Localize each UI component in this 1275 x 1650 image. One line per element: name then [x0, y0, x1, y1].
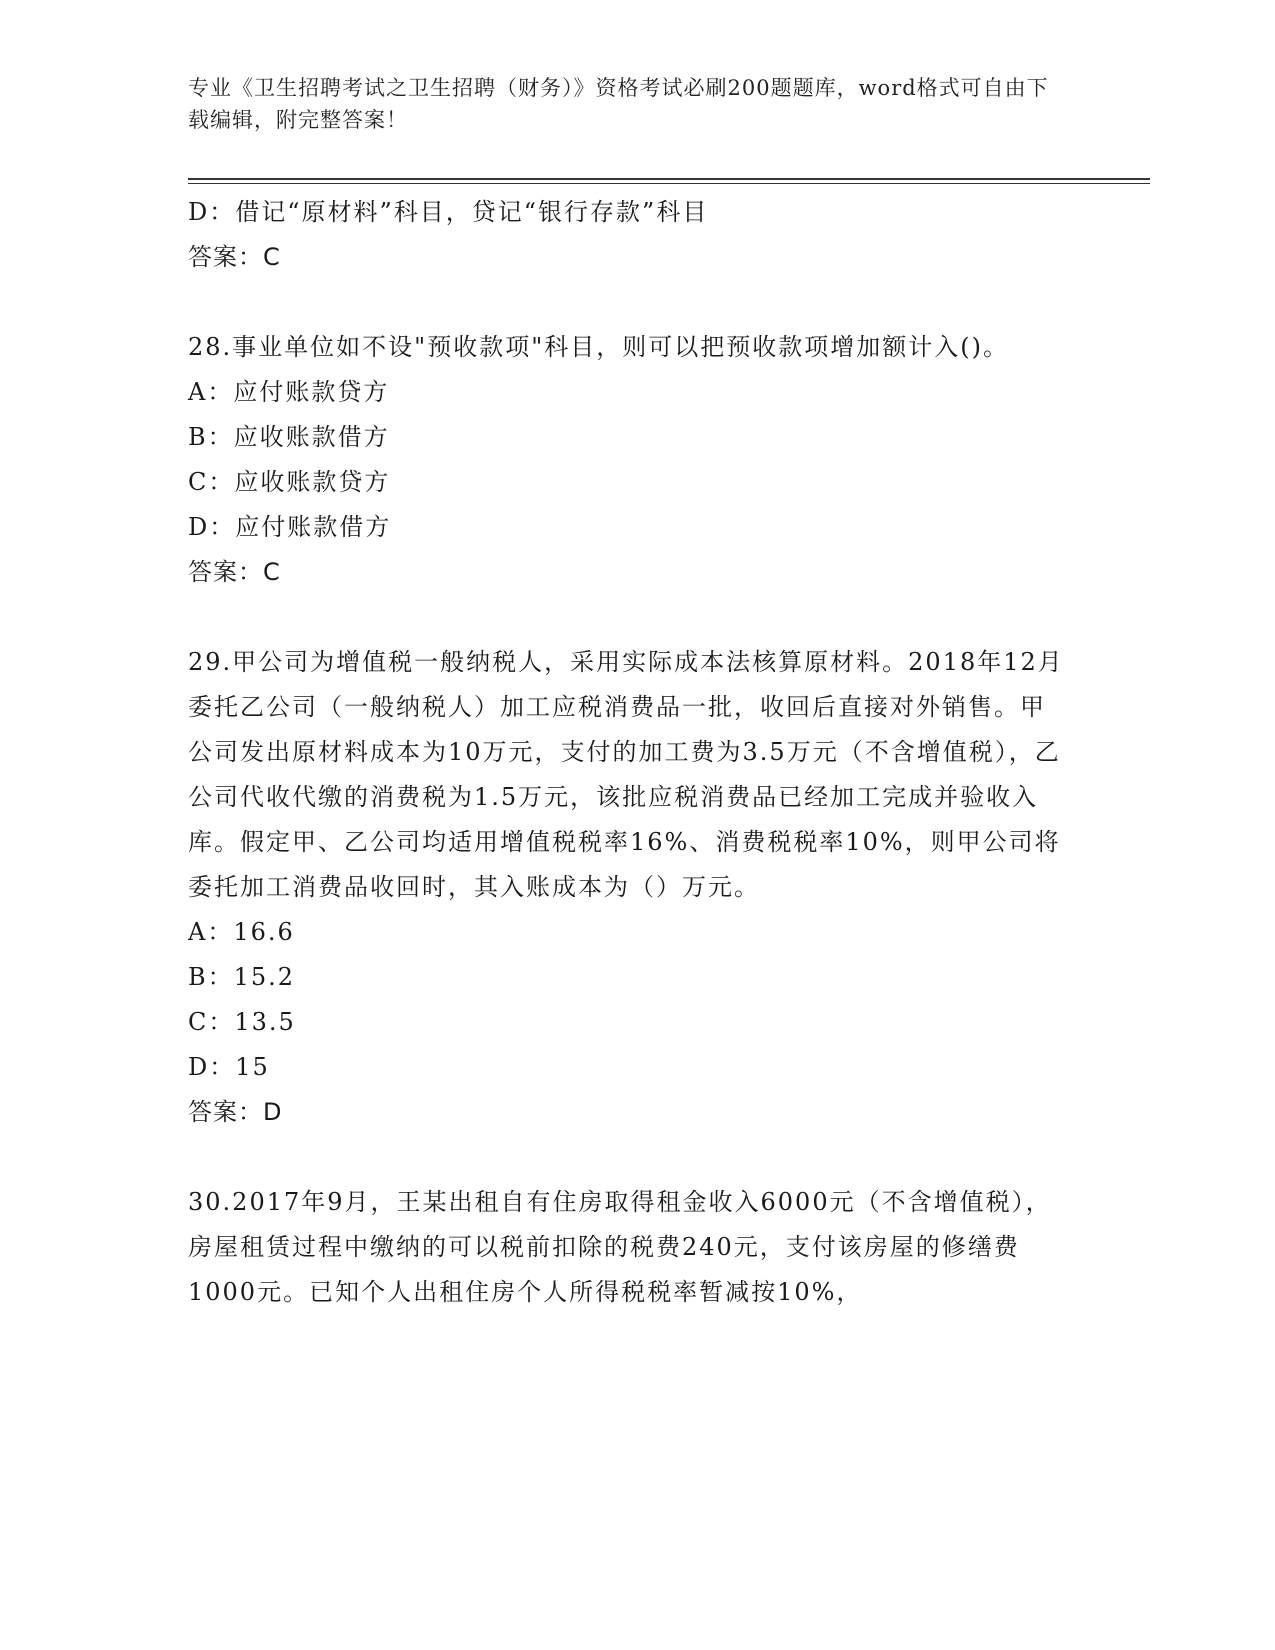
spacer — [188, 595, 1068, 640]
header-rule — [188, 178, 1150, 180]
question-30 — [188, 1180, 1068, 1315]
option-b: B：应收账款借方 — [188, 423, 390, 451]
header-rule-thin — [188, 183, 1150, 184]
question-29 — [188, 640, 1068, 1135]
option-b: B：15.2 — [188, 963, 296, 991]
answer: 答案：C — [188, 558, 281, 586]
option-a: A：应付账款贷方 — [188, 378, 390, 406]
option-d-prev: D：借记“原材料”科目，贷记“银行存款”科目 — [188, 198, 709, 226]
option-d: D：15 — [188, 1053, 270, 1081]
option-c: C：13.5 — [188, 1008, 296, 1036]
question-28 — [188, 325, 1068, 595]
document-body — [188, 190, 1068, 1315]
answer: 答案：D — [188, 1098, 283, 1126]
option-d: D：应付账款借方 — [188, 513, 392, 541]
option-a: A：16.6 — [188, 918, 295, 946]
page-header: 专业《卫生招聘考试之卫生招聘（财务）》资格考试必刷200题题库，word格式可自由下载编辑，附完整答案！ — [188, 76, 1049, 132]
answer-prev: 答案：C — [188, 243, 281, 271]
spacer — [188, 1135, 1068, 1180]
option-c: C：应收账款贷方 — [188, 468, 391, 496]
question-text: 29.甲公司为增值税一般纳税人，采用实际成本法核算原材料。2018年12月委托乙公司（一般纳税人）加工应税消费品一批，收回后直接对外销售。甲公司发出原材料成本为10万元，支付的加工费为3.5万元（不含增值税），乙公司代收代缴的消费税为1.5万元，该批应税消费品已经加工完成并验收入库。假定甲、乙公司均适用增值税税率16%、消费税税率10%，则甲公司将委托加工消费品收回时，其入账成本为（）万元。 — [188, 648, 1064, 901]
spacer — [188, 280, 1068, 325]
question-text: 28.事业单位如不设"预收款项"科目，则可以把预收款项增加额计入()。 — [188, 333, 1009, 361]
question-text: 30.2017年9月，王某出租自有住房取得租金收入6000元（不含增值税），房屋租赁过程中缴纳的可以税前扣除的税费240元，支付该房屋的修缮费1000元。已知个人出租住房个人所得税税率暂减按10%， — [188, 1188, 1052, 1306]
